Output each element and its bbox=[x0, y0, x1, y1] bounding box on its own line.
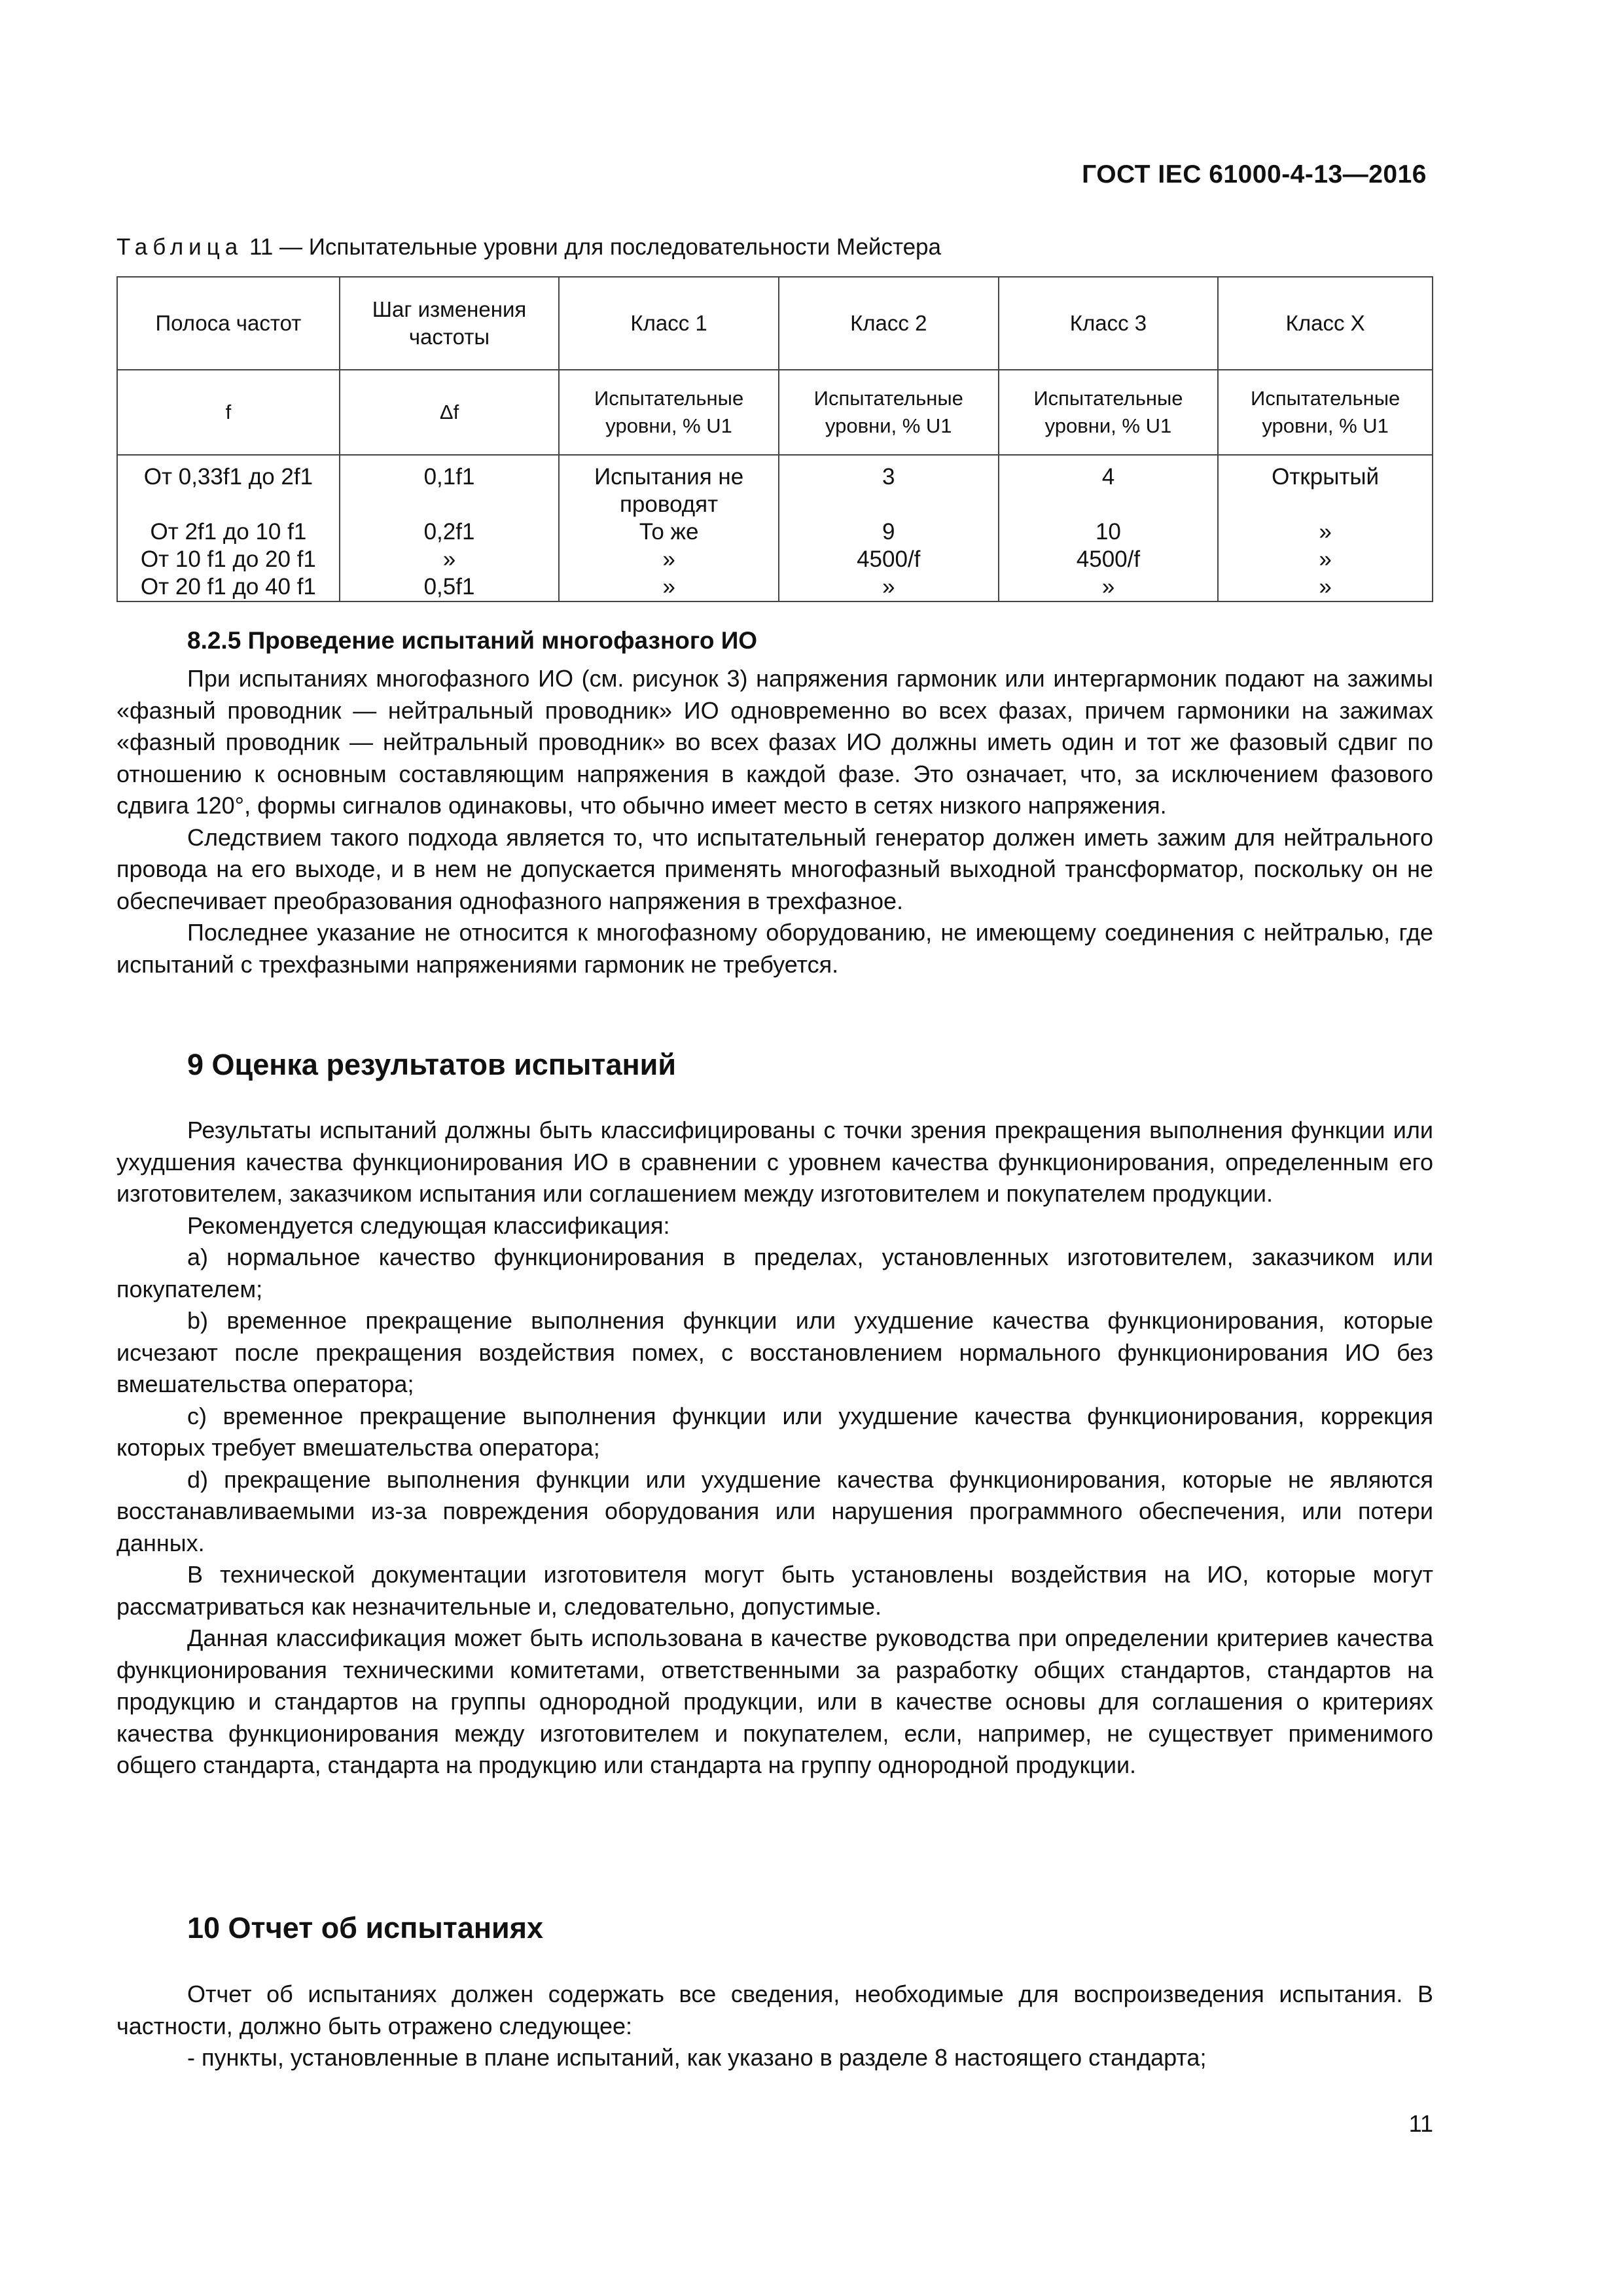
paragraph: Данная классификация может быть использована в качестве руководства при определении критериев качества функционирования техническими комитетами, ответственными за разработку общих стандартов, стандартов на продукцию и стандартов на группы однородной продукции, или в качестве основы для соглашения о критериях качества функционирования между изготовителем и покупателем, если, например, не существует применимого общего стандарта, стандарта на продукцию или стандарта на группу однородной продукции. bbox=[116, 1624, 1433, 1778]
table-cell: » bbox=[1319, 547, 1332, 572]
table-cell: Испытания не проводят bbox=[594, 464, 744, 517]
table-cell: 9 bbox=[882, 519, 895, 545]
table-cell: » bbox=[662, 574, 675, 600]
table-cell: От 2f1 до 10 f1 bbox=[150, 519, 307, 545]
table-caption-text: 11 — Испытательные уровни для последовательности Мейстера bbox=[249, 234, 941, 260]
table-cell: » bbox=[882, 574, 895, 600]
subsection-8-2-5-heading: 8.2.5 Проведение испытаний многофазного ИО bbox=[187, 627, 758, 654]
class-x-column bbox=[1218, 455, 1433, 601]
header-cell: Класс 3 bbox=[999, 277, 1219, 370]
paragraph: Последнее указание не относится к многофазному оборудованию, не имеющему соединения с нейтралью, где испытаний с трехфазными напряжениями гармоник не требуется. bbox=[116, 919, 1433, 978]
header-cell: Класс 2 bbox=[779, 277, 999, 370]
list-item-c: c) временное прекращение выполнения функции или ухудшение качества функционирования, коррекция которых требует вмешательства оператора; bbox=[116, 1402, 1433, 1461]
table-cell: » bbox=[1319, 574, 1332, 600]
table-caption bbox=[116, 234, 941, 260]
table-subheader-row bbox=[117, 370, 1433, 455]
paragraph: - пункты, установленные в плане испытаний, как указано в разделе 8 настоящего стандарта; bbox=[187, 2044, 1207, 2071]
page-number: 11 bbox=[1408, 2110, 1433, 2137]
paragraph: В технической документации изготовителя могут быть установлены воздействия на ИО, которые могут рассматриваться как незначительные и, следовательно, допустимые. bbox=[116, 1561, 1433, 1620]
table-cell: » bbox=[1101, 574, 1115, 600]
subheader-cell: Испытательные уровни, % U1 bbox=[559, 370, 779, 455]
table-cell: 4 bbox=[1101, 464, 1115, 490]
table-cell: 3 bbox=[882, 464, 895, 490]
paragraph: Следствием такого подхода является то, что испытательный генератор должен иметь зажим для нейтрального провода на его выходе, и в нем не допускается применять многофазный выходной трансформатор, поскольку он не обеспечивает преобразования однофазного напряжения в трехфазное. bbox=[116, 823, 1433, 914]
subheader-cell: Испытательные уровни, % U1 bbox=[779, 370, 999, 455]
list-item-b: b) временное прекращение выполнения функции или ухудшение качества функционирования, которые исчезают после прекращения воздействия помех, с восстановлением нормального функционирования ИО без вмешательства оператора; bbox=[116, 1307, 1433, 1397]
table-cell: То же bbox=[639, 519, 699, 545]
class-1-column bbox=[559, 455, 779, 601]
table-cell: 0,2f1 bbox=[423, 519, 475, 545]
table-cell: От 20 f1 до 40 f1 bbox=[140, 574, 316, 600]
class-3-column bbox=[999, 455, 1219, 601]
table-caption-word: Таблица bbox=[116, 234, 243, 260]
table-cell: 0,5f1 bbox=[423, 574, 475, 600]
table-header-row bbox=[117, 277, 1433, 370]
section-10-text bbox=[116, 1979, 1433, 2074]
subheader-cell: f bbox=[117, 370, 340, 455]
class-2-column bbox=[779, 455, 999, 601]
list-item-a: a) нормальное качество функционирования в пределах, установленных изготовителем, заказчиком или покупателем; bbox=[116, 1244, 1433, 1302]
paragraph: Результаты испытаний должны быть классифицированы с точки зрения прекращения выполнения функции или ухудшения качества функционирования ИО в сравнении с уровнем качества функционирования, определенным его изготовителем, заказчиком испытания или соглашением между изготовителем и покупателем продукции. bbox=[116, 1117, 1433, 1207]
section-10-heading: 10 Отчет об испытаниях bbox=[187, 1911, 543, 1945]
table-cell: » bbox=[662, 547, 675, 572]
paragraph: Рекомендуется следующая классификация: bbox=[187, 1211, 670, 1239]
subheader-cell: Испытательные уровни, % U1 bbox=[1218, 370, 1433, 455]
table-body-row bbox=[117, 455, 1433, 601]
table-cell: » bbox=[442, 547, 456, 572]
list-item-d: d) прекращение выполнения функции или ухудшение качества функционирования, которые не являются восстанавливаемыми из-за повреждения оборудования или нарушения программного обеспечения, или потери данных. bbox=[116, 1465, 1433, 1556]
header-cell: Класс X bbox=[1218, 277, 1433, 370]
table-cell: 10 bbox=[1095, 519, 1121, 545]
table-cell: От 0,33f1 до 2f1 bbox=[143, 464, 313, 490]
header-cell: Шаг изменения частоты bbox=[340, 277, 559, 370]
document-designation: ГОСТ IEC 61000-4-13—2016 bbox=[1082, 160, 1427, 188]
subsection-8-2-5-text bbox=[116, 663, 1433, 980]
table-cell: 4500/f bbox=[1076, 547, 1141, 572]
section-9-heading: 9 Оценка результатов испытаний bbox=[187, 1048, 676, 1081]
frequency-step-column bbox=[340, 455, 559, 601]
table-cell: Открытый bbox=[1272, 464, 1380, 490]
frequency-band-column bbox=[117, 455, 340, 601]
header-cell: Класс 1 bbox=[559, 277, 779, 370]
test-levels-table bbox=[116, 276, 1433, 602]
paragraph: При испытаниях многофазного ИО (см. рисунок 3) напряжения гармоник или интергармоник подают на зажимы «фазный проводник — нейтральный проводник» ИО одновременно во всех фазах, причем гармоники на зажимах «фазный проводник — нейтральный проводник» во всех фазах ИО должны иметь один и тот же фазовый сдвиг по отношению к основным составляющим напряжения в каждой фазе. Это означает, что, за исключением фазового сдвига 120°, формы сигналов одинаковы, что обычно имеет место в сетях низкого напряжения. bbox=[116, 665, 1433, 819]
table-cell: » bbox=[1319, 519, 1332, 545]
subheader-cell: Δf bbox=[340, 370, 559, 455]
table-cell: От 10 f1 до 20 f1 bbox=[140, 547, 316, 572]
table-cell: 0,1f1 bbox=[423, 464, 475, 490]
section-9-text bbox=[116, 1115, 1433, 1782]
table-cell: 4500/f bbox=[857, 547, 921, 572]
paragraph: Отчет об испытаниях должен содержать все сведения, необходимые для воспроизведения испытания. В частности, должно быть отражено следующее: bbox=[116, 1981, 1433, 2039]
subheader-cell: Испытательные уровни, % U1 bbox=[999, 370, 1219, 455]
header-cell: Полоса частот bbox=[117, 277, 340, 370]
